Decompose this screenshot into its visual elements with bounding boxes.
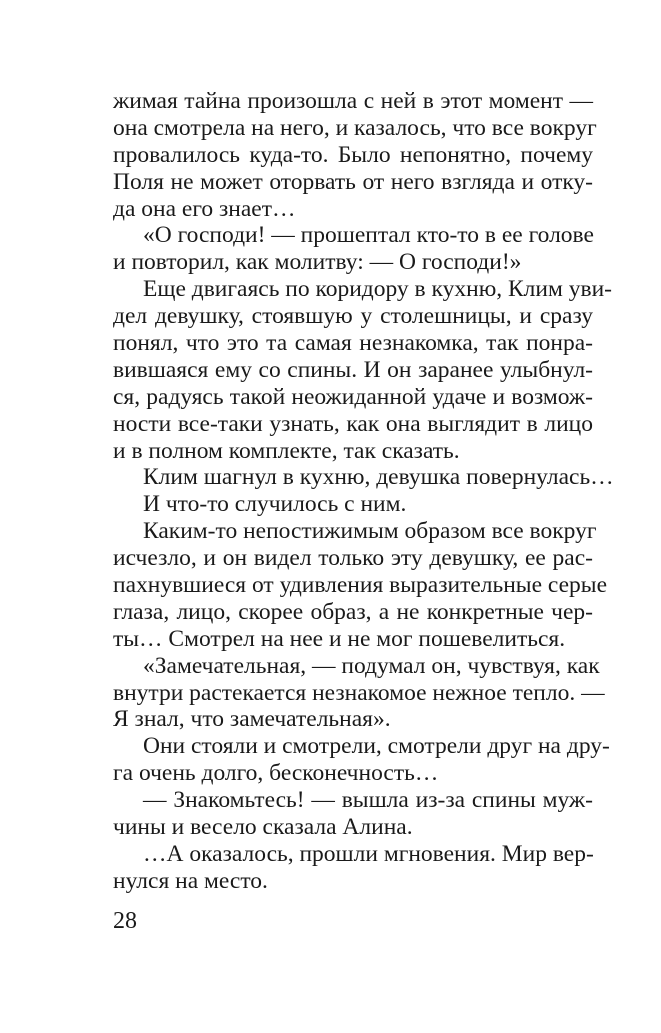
text-line: «О господи! — прошептал кто-то в ее голове bbox=[143, 222, 594, 249]
text-line: «Замечательная, — подумал он, чувствуя, как bbox=[143, 652, 600, 679]
text-line: И что-то случилось с ним. bbox=[143, 491, 407, 518]
text-line: внутри растекается незнакомое нежное тепло. — bbox=[113, 679, 605, 706]
text-line: Еще двигаясь по коридору в кухню, Клим уви- bbox=[143, 276, 612, 303]
text-line: — Знакомьтесь! — вышла из-за спины муж- bbox=[143, 787, 593, 814]
text-line: дел девушку, стоявшую у столешницы, и сразу bbox=[113, 303, 593, 330]
text-line: и в полном комплекте, так сказать. bbox=[113, 437, 460, 464]
text-line: пахнувшиеся от удивления выразительные серые bbox=[113, 572, 608, 599]
text-line: Они стояли и смотрели, смотрели друг на дру- bbox=[143, 733, 610, 760]
text-line: и повторил, как молитву: — О господи!» bbox=[113, 249, 522, 276]
text-line: ности все-таки узнать, как она выглядит в лицо bbox=[113, 410, 593, 437]
text-line: да она его знает… bbox=[113, 195, 296, 222]
text-line: ты… Смотрел на нее и не мог пошевелиться. bbox=[113, 625, 566, 652]
body-text bbox=[113, 88, 614, 895]
text-line: Клим шагнул в кухню, девушка повернулась… bbox=[143, 464, 614, 491]
text-line: га очень долго, бесконечность… bbox=[113, 760, 439, 787]
text-line: ся, радуясь такой неожиданной удаче и возмож- bbox=[113, 383, 593, 410]
text-line: …А оказалось, прошли мгновения. Мир вер- bbox=[143, 840, 594, 867]
text-line: чины и весело сказала Алина. bbox=[113, 814, 413, 841]
text-line: провалилось куда-то. Было непонятно, почему bbox=[113, 141, 593, 168]
text-line: она смотрела на него, и казалось, что все вокруг bbox=[113, 114, 597, 141]
page-number: 28 bbox=[113, 908, 137, 934]
text-line: Поля не может оторвать от него взгляда и отку- bbox=[113, 168, 593, 195]
text-line: жимая тайна произошла с ней в этот момент — bbox=[113, 88, 593, 114]
text-line: глаза, лицо, скорее образ, а не конкретные чер- bbox=[113, 598, 593, 625]
text-line: исчезло, и он видел только эту девушку, ее рас- bbox=[113, 545, 593, 572]
text-line: вившаяся ему со спины. И он заранее улыбнул- bbox=[113, 356, 593, 383]
text-line: понял, что это та самая незнакомка, так понра- bbox=[113, 330, 593, 357]
text-line: Я знал, что замечательная». bbox=[113, 706, 391, 733]
text-line: Каким-то непостижимым образом все вокруг bbox=[143, 518, 597, 545]
text-line: нулся на место. bbox=[113, 867, 268, 894]
